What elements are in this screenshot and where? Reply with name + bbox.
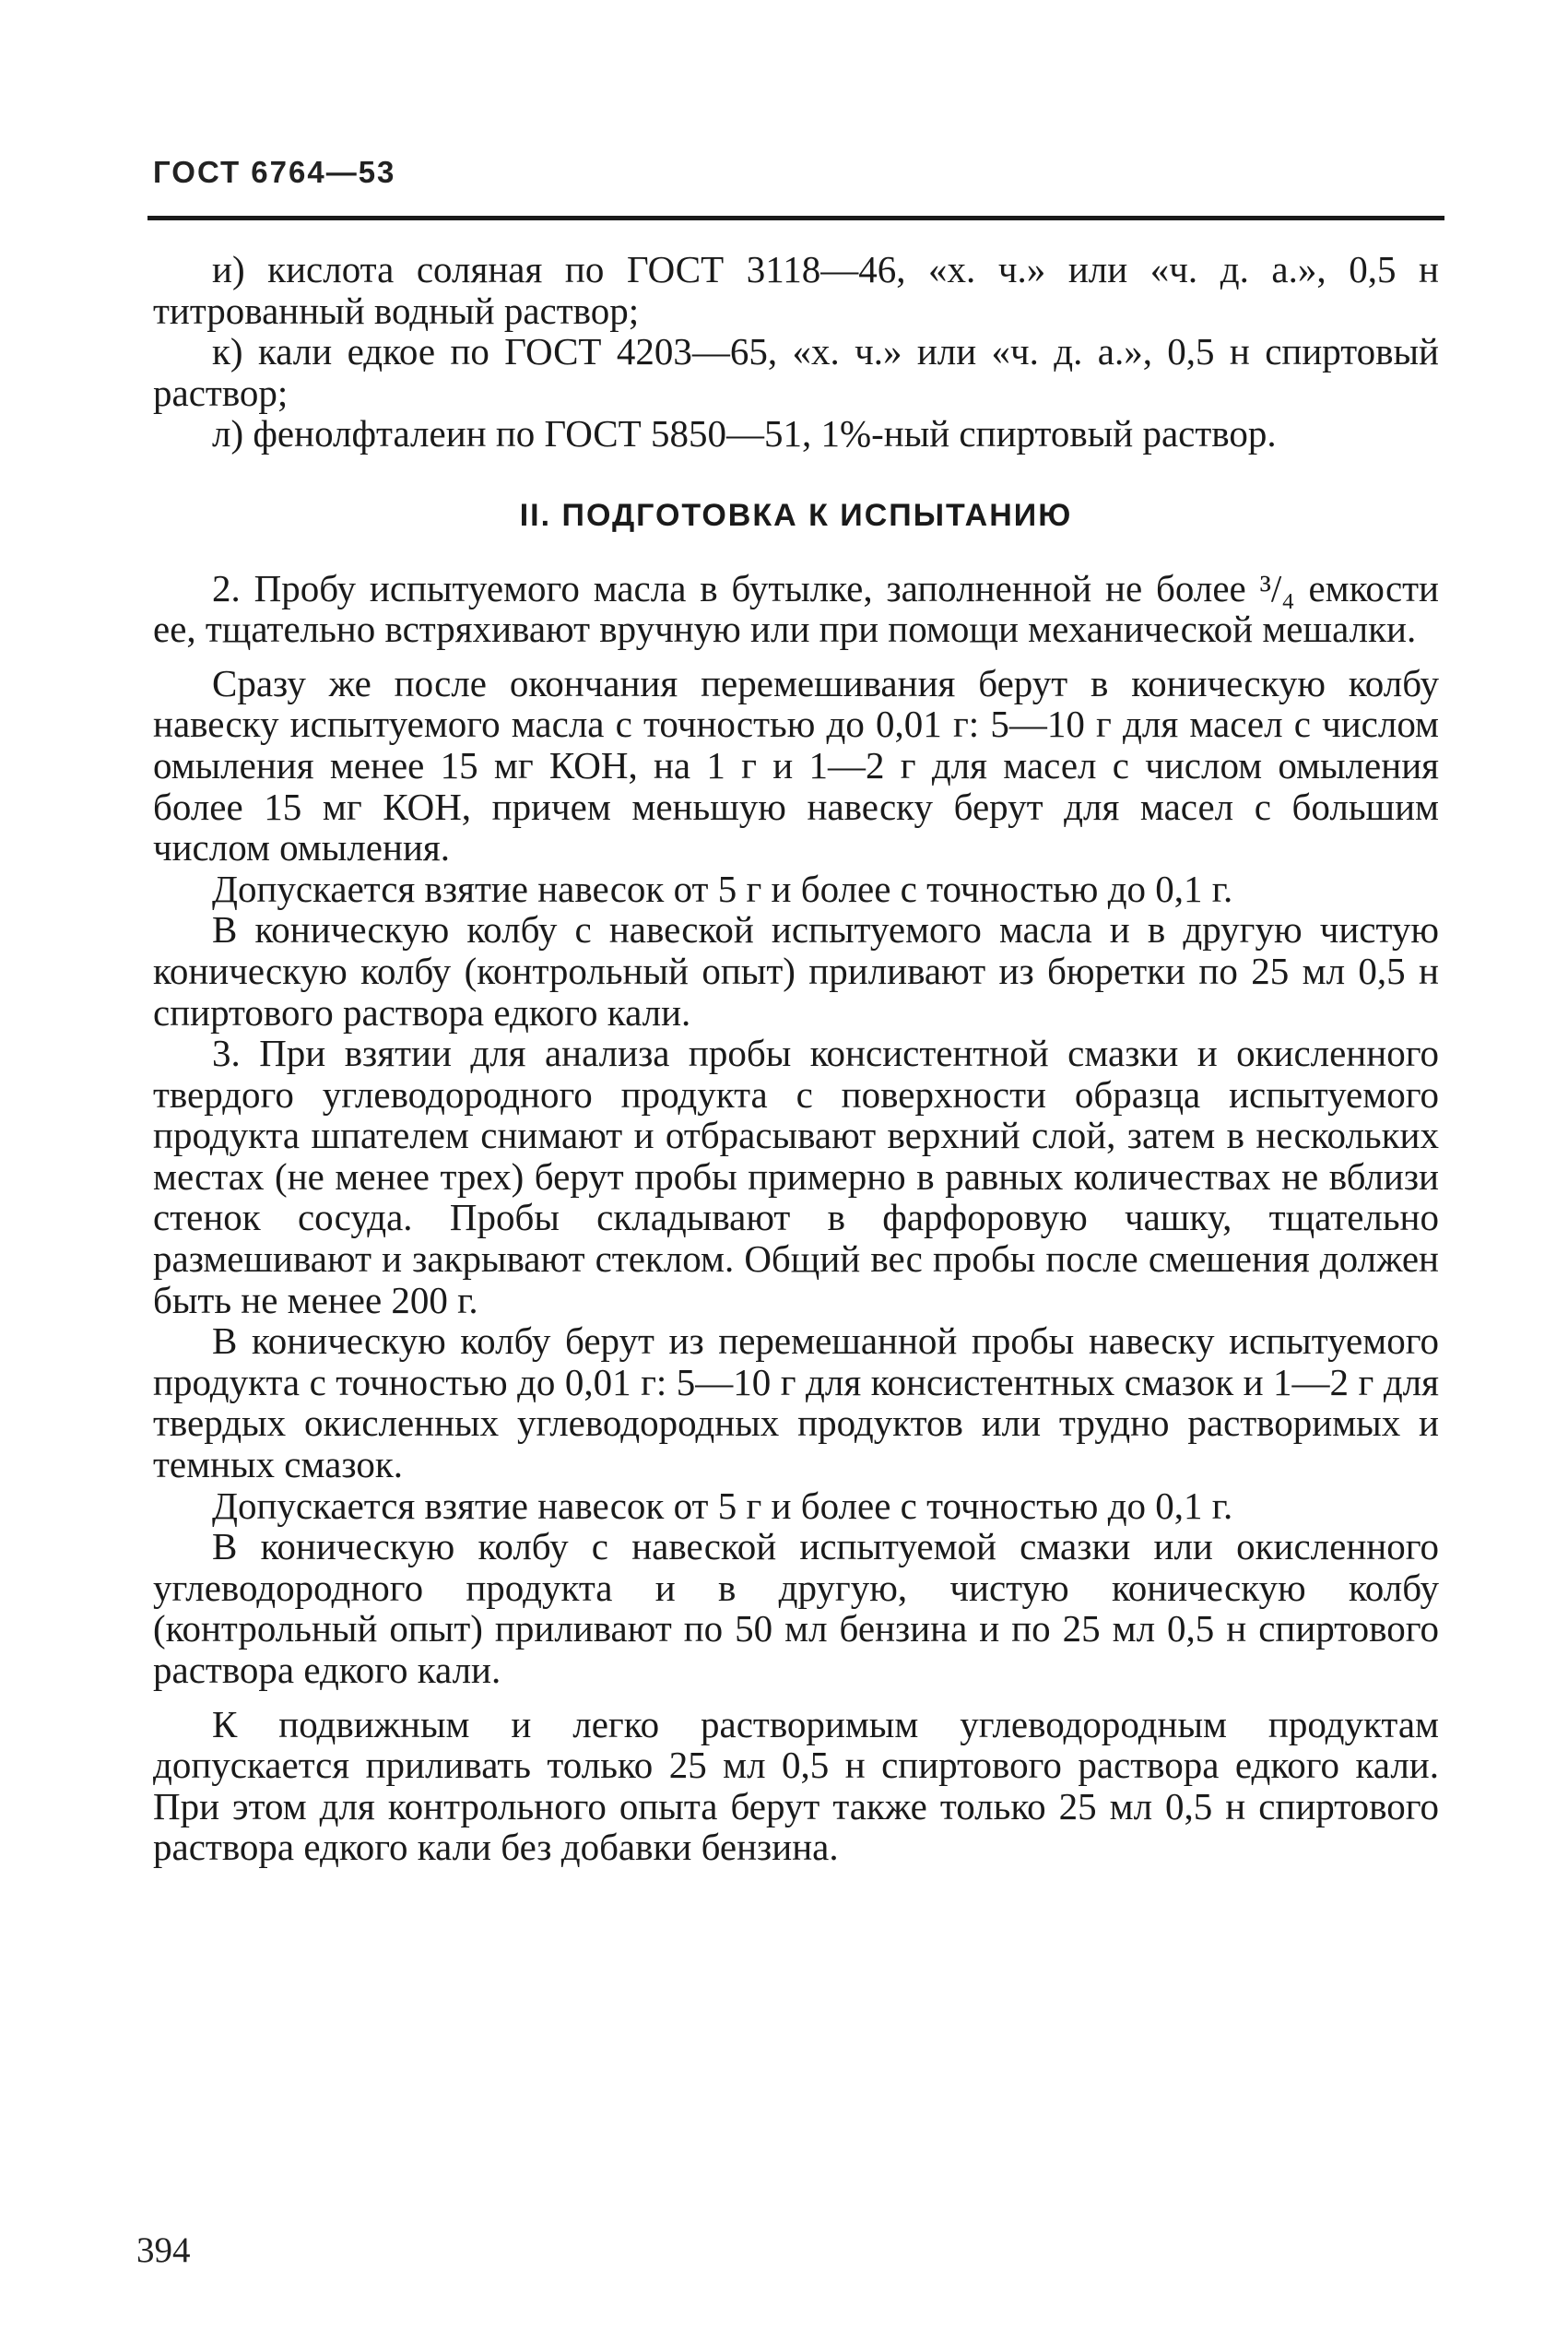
document-body	[153, 249, 1439, 1868]
paragraph: Допускается взятие навесок от 5 г и более с точностью до 0,1 г.	[212, 867, 1233, 910]
paragraph: В коническую колбу берут из перемешанной пробы навеску испытуемого продукта с точностью до 0,01 г: 5—10 г для консистентных смазок и 1—2 г для твердых окисленных углеводородных продуктов или трудно растворимых и темных смазок.	[153, 1319, 1439, 1486]
paragraph: К подвижным и легко растворимым углеводородным продуктам допускается приливать только 25 мл 0,5 н спиртового раствора едкого кали. При этом для контрольного опыта берут также только 25 мл 0,5 н спиртового раствора едкого кали без добавки бензина.	[153, 1702, 1439, 1869]
page-header-standard: ГОСТ 6764—53	[153, 155, 396, 189]
paragraph: Допускается взятие навесок от 5 г и более с точностью до 0,1 г.	[212, 1484, 1233, 1527]
paragraph: Сразу же после окончания перемешивания берут в коническую колбу навеску испытуемого масла с точностью до 0,01 г: 5—10 г для масел с числом омыления менее 15 мг КОН, на 1 г и 1—2 г для масел с числом омыления более 15 мг КОН, причем меньшую навеску берут для масел с большим числом омыления.	[153, 661, 1439, 869]
list-item: к) кали едкое по ГОСТ 4203—65, «х. ч.» или «ч. д. а.», 0,5 н спиртовый раствор;	[153, 330, 1439, 414]
paragraph: В коническую колбу с навеской испытуемой смазки или окисленного углеводородного продукта и в другую, чистую коническую колбу (контрольный опыт) приливают по 50 мл бензина и по 25 мл 0,5 н спиртового раствора едкого кали.	[153, 1525, 1439, 1691]
header-rule	[147, 216, 1444, 220]
page-number: 394	[136, 2230, 191, 2270]
paragraph: В коническую колбу с навеской испытуемого масла и в другую чистую коническую колбу (контрольный опыт) приливают из бюретки по 25 мл 0,5 н спиртового раствора едкого кали.	[153, 908, 1439, 1034]
paragraph: 3. При взятии для анализа пробы консистентной смазки и окисленного твердого углеводородного продукта с поверхности образца испытуемого продукта шпателем снимают и отбрасывают верхний слой, затем в нескольких местах (не менее трех) берут пробы примерно в равных количествах не вблизи стенок сосуда. Пробы складывают в фарфоровую чашку, тщательно размешивают и закрывают стеклом. Общий вес пробы после смешения должен быть не менее 200 г.	[153, 1032, 1439, 1321]
section-title: II. ПОДГОТОВКА К ИСПЫТАНИЮ	[519, 497, 1073, 533]
list-item: и) кислота соляная по ГОСТ 3118—46, «х. ч.» или «ч. д. а.», 0,5 н титрованный водный раствор;	[153, 248, 1439, 332]
paragraph: 2. Пробу испытуемого масла в бутылке, заполненной не более ³/₄ емкости ее, тщательно встряхивают вручную или при помощи механической мешалки.	[153, 566, 1439, 651]
list-item: л) фенолфталеин по ГОСТ 5850—51, 1%-ный спиртовый раствор.	[212, 412, 1277, 455]
